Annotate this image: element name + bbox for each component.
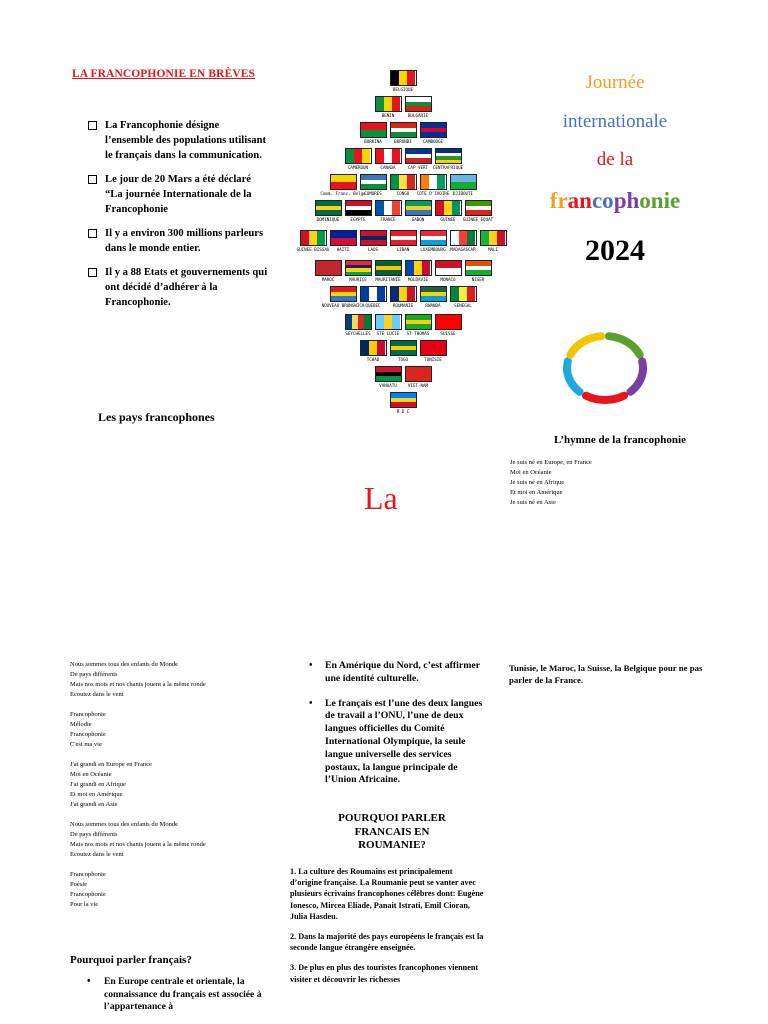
flag-item	[345, 200, 372, 222]
song-stanza	[70, 710, 280, 750]
flag-row	[290, 260, 516, 282]
flag-country-name: BURUNDI	[394, 139, 412, 144]
song-line: De pays différents	[70, 671, 118, 678]
flag-icon	[345, 148, 372, 164]
flag-country-name: BULGARIE	[407, 113, 429, 118]
flag-item	[345, 260, 372, 282]
flag-country-name: SEYCHELLES	[345, 331, 371, 336]
flag-icon	[390, 340, 417, 356]
title-word-segment: fr	[549, 188, 568, 213]
flag-country-name: NIGER	[471, 277, 485, 282]
flag-icon	[435, 148, 462, 164]
flag-item	[420, 340, 447, 362]
flag-country-name: TOGO	[397, 357, 409, 362]
song-line: Francophonie	[70, 711, 106, 718]
flag-item	[360, 122, 387, 144]
flag-icon	[405, 200, 432, 216]
francophone-flags-diamond	[290, 70, 516, 415]
flag-item	[420, 230, 447, 252]
bullet-icon: •	[309, 660, 313, 671]
flag-item	[360, 174, 387, 196]
flag-item	[375, 314, 402, 336]
flag-icon	[420, 174, 447, 190]
flag-icon	[330, 174, 357, 190]
countries-label: Les pays francophones	[98, 410, 215, 424]
fact-item	[88, 118, 268, 163]
fact-text: Il y a 88 Etats et gouvernements qui ont décidé d’adhérer à la Francophonie.	[105, 267, 268, 308]
flag-icon	[405, 314, 432, 330]
flag-country-name: GUINEE BISSAU	[296, 247, 330, 252]
flag-icon	[390, 230, 417, 246]
checkbox-bullet-icon	[88, 229, 97, 238]
logo-arc	[570, 336, 601, 355]
flag-country-name: CANADA	[380, 165, 396, 170]
song-line: Ecoutez dans le vent	[70, 691, 124, 698]
flag-icon	[375, 96, 402, 112]
romania-section-title: POURQUOI PARLER FRANCAIS EN ROUMANIE?	[338, 812, 446, 851]
fact-text: Il y a environ 300 millions parleurs dans le monde entier.	[105, 228, 264, 254]
title-line-internationale: internationale	[562, 111, 668, 132]
flag-icon	[390, 122, 417, 138]
flag-icon	[345, 314, 372, 330]
song-line: Mais nos mots et nos chants jouent à la même ronde	[70, 681, 206, 688]
flag-country-name: HAITI	[336, 247, 350, 252]
flag-country-name: STE LUCIE	[376, 331, 400, 336]
fact-item	[88, 172, 268, 217]
flag-country-name: SUISSE	[440, 331, 456, 336]
flag-country-name: RWANDA	[425, 303, 441, 308]
fact-item	[88, 226, 268, 256]
flag-item	[405, 314, 432, 336]
anthem-song-text	[70, 660, 280, 920]
flag-item	[432, 148, 464, 170]
song-line: Mais nos mots et nos chants jouent à la même ronde	[70, 841, 206, 848]
flag-item	[390, 122, 417, 144]
flag-country-name: MADAGASCAR	[450, 247, 476, 252]
flag-icon	[330, 230, 357, 246]
title-word-segment: an	[567, 188, 592, 213]
flag-item	[390, 340, 417, 362]
flag-country-name: BURKINA	[364, 139, 382, 144]
fact-item	[88, 265, 268, 310]
flag-icon	[315, 260, 342, 276]
facts-list	[88, 118, 268, 319]
flag-item	[375, 200, 402, 222]
flag-item	[405, 96, 432, 118]
flag-item	[405, 366, 432, 388]
flag-country-name: EGYPTE	[350, 217, 366, 222]
flag-icon	[375, 314, 402, 330]
flag-icon	[465, 260, 492, 276]
flag-icon	[465, 200, 492, 216]
flag-country-name: MALI	[487, 247, 499, 252]
flag-item	[345, 314, 372, 336]
flag-icon	[360, 230, 387, 246]
flag-country-name: NOUVEAU BRUNSWICK	[321, 303, 365, 308]
flag-icon	[345, 260, 372, 276]
flag-icon	[390, 70, 417, 86]
flag-item	[315, 200, 342, 222]
flag-icon	[360, 122, 387, 138]
romania-point: 3. De plus en plus des touristes francophones viennent visiter et découvrir les richesses	[290, 963, 479, 984]
flag-icon	[375, 366, 402, 382]
flag-icon	[360, 286, 387, 302]
section-title-brief: LA FRANCOPHONIE EN BRÈVES	[72, 68, 256, 80]
logo-arc	[586, 396, 624, 400]
flag-item	[315, 260, 342, 282]
flag-item	[435, 200, 462, 222]
title-word-segment: co	[591, 188, 614, 213]
song-line: C'est ma vie	[70, 741, 102, 748]
song-line: J'ai grandi en Europe en France	[70, 761, 152, 768]
flag-item	[375, 366, 402, 388]
song-line: Mélodie	[70, 721, 92, 728]
list-item-text: Le français est l’une des deux langues de travail a l’ONU, l’une de deux langues officielles du Comité International Olympique, la seule langue universelle des services postaux, la langue principale de l’Union Africaine.	[325, 697, 483, 786]
why-french-list	[84, 976, 269, 1014]
flag-icon	[360, 174, 387, 190]
flag-icon	[405, 96, 432, 112]
flag-country-name: CONGO	[396, 191, 410, 196]
flag-item	[390, 286, 417, 308]
song-line: Francophonie	[70, 871, 106, 878]
flag-item	[375, 260, 402, 282]
song-line: Nous sommes tous des enfants du Monde	[70, 661, 178, 668]
anthem-line: Je suis né en Asie	[510, 499, 556, 506]
song-line: Nous sommes tous des enfants du Monde	[70, 821, 178, 828]
logo-arc	[609, 336, 640, 355]
flag-country-name: TUNISIE	[424, 357, 442, 362]
flag-icon	[360, 340, 387, 356]
flag-row	[290, 200, 516, 222]
title-word-francophonie	[490, 188, 740, 214]
flag-item	[375, 96, 402, 118]
list-item	[84, 976, 269, 1014]
flag-country-name: BENIN	[381, 113, 395, 118]
flag-item	[390, 70, 417, 92]
flag-country-name: QUEBEC	[365, 303, 381, 308]
francophonie-logo-icon	[558, 326, 652, 410]
flag-country-name: BELGIQUE	[392, 87, 414, 92]
list-item	[307, 698, 487, 788]
flag-icon	[450, 286, 477, 302]
list-item-text: En Europe centrale et orientale, la connaissance du français est associée à l’appartenance à	[104, 976, 262, 1012]
flag-row	[290, 148, 516, 170]
flag-item	[420, 122, 447, 144]
flag-icon	[330, 286, 357, 302]
flag-country-name: FRANCE	[380, 217, 396, 222]
flag-country-name: MAURITANIE	[375, 277, 401, 282]
flag-item	[405, 260, 432, 282]
flag-country-name: CAMEROUN	[347, 165, 369, 170]
song-line: De pays différents	[70, 831, 118, 838]
flag-country-name: TCHAD	[366, 357, 380, 362]
song-stanza	[70, 870, 280, 910]
flag-item	[296, 230, 330, 252]
fact-text: La Francophonie désigne l’ensemble des populations utilisant le français dans la communication.	[105, 120, 266, 161]
list-item-text: En Amérique du Nord, c’est affirmer une identité culturelle.	[325, 660, 480, 684]
flag-icon	[390, 286, 417, 302]
flag-row	[290, 366, 516, 388]
song-line: Pour la vie	[70, 901, 99, 908]
flag-item	[330, 230, 357, 252]
logo-arc	[567, 361, 580, 391]
flag-item	[345, 148, 372, 170]
flag-row	[290, 174, 516, 196]
flag-row	[290, 96, 516, 118]
anthem-line: Moi en Océanie	[510, 469, 552, 476]
flag-icon	[375, 260, 402, 276]
song-stanza	[70, 660, 280, 700]
flag-country-name: GUINEE	[440, 217, 456, 222]
flag-row	[290, 286, 516, 308]
bullet-icon: •	[309, 697, 313, 709]
flag-icon	[405, 260, 432, 276]
song-line: Poésie	[70, 881, 87, 888]
flag-icon	[405, 148, 432, 164]
flag-country-name: CAMBODGE	[422, 139, 444, 144]
title-year: 2024	[585, 234, 645, 267]
flag-item	[435, 314, 462, 336]
flag-country-name: CENTRAFRIQUE	[432, 165, 464, 170]
flag-item	[390, 230, 417, 252]
flag-row	[290, 122, 516, 144]
flag-icon	[300, 230, 327, 246]
flag-item	[321, 286, 365, 308]
flag-country-name: GABON	[411, 217, 425, 222]
flag-row	[290, 230, 516, 252]
anthem-line: Et moi en Amérique	[510, 489, 563, 496]
fact-text: Le jour de 20 Mars a été déclaré “La journée Internationale de la Francophonie	[105, 174, 252, 215]
flag-item	[360, 230, 387, 252]
flag-item	[450, 174, 477, 196]
flag-item	[360, 286, 387, 308]
flag-row	[290, 340, 516, 362]
flag-item	[320, 174, 366, 196]
continued-text: Tunisie, le Maroc, la Suisse, la Belgique pour ne pas parler de la France.	[509, 663, 703, 685]
flag-country-name: ST THOMAS	[406, 331, 430, 336]
flag-icon	[390, 174, 417, 190]
flag-icon	[420, 340, 447, 356]
bullet-icon: •	[87, 976, 91, 987]
checkbox-bullet-icon	[88, 175, 97, 184]
flag-item	[405, 148, 432, 170]
checkbox-bullet-icon	[88, 268, 97, 277]
anthem-line: Je suis né en Afrique	[510, 479, 565, 486]
flag-country-name: DJIBOUTI	[452, 191, 474, 196]
flag-country-name: GUINEE EQUAT	[462, 217, 494, 222]
flag-country-name: R D C	[396, 409, 410, 414]
song-stanza	[70, 760, 280, 810]
flag-row	[290, 392, 516, 414]
title-word-segment: ie	[663, 188, 681, 213]
flag-item	[450, 230, 477, 252]
song-line: J'ai grandi en Asie	[70, 801, 118, 808]
flag-country-name: COTE D'IVOIRE	[416, 191, 450, 196]
flag-country-name: CAP VERT	[407, 165, 429, 170]
flag-icon	[390, 392, 417, 408]
flag-country-name: MONACO	[440, 277, 456, 282]
reasons-list	[307, 660, 487, 799]
flag-country-name: LAOS	[367, 247, 379, 252]
flag-icon	[405, 366, 432, 382]
flag-icon	[345, 200, 372, 216]
flag-row	[290, 314, 516, 336]
flag-icon	[450, 230, 477, 246]
flag-item	[405, 200, 432, 222]
anthem-title: L’hymne de la francophonie	[554, 434, 686, 446]
flag-country-name: ROUMANIE	[392, 303, 414, 308]
flag-country-name: MAROC	[321, 277, 335, 282]
flag-item	[435, 260, 462, 282]
flag-icon	[435, 314, 462, 330]
flag-item	[390, 174, 417, 196]
flag-item	[375, 148, 402, 170]
flag-item	[360, 340, 387, 362]
romania-point: 1. La culture des Roumains est principalement d’origine française. La Roumanie peut se vanter avec plusieurs écrivains francophones célèbres dont: Eugène Ionesco, Mircea Eliade, Panait Istrati, Emil Cioran, Julia Hasdeu.	[290, 867, 484, 921]
song-line: Ecoutez dans le vent	[70, 851, 124, 858]
flag-icon	[315, 200, 342, 216]
big-la-text: La	[364, 480, 398, 516]
flag-country-name: LIBAN	[396, 247, 410, 252]
anthem-line: Je suis né en Europe, en France	[510, 459, 592, 466]
flag-country-name: VIET-NAM	[407, 383, 429, 388]
flag-icon	[435, 200, 462, 216]
flag-icon	[420, 122, 447, 138]
flag-row	[290, 70, 516, 92]
title-word-segment: on	[639, 188, 664, 213]
flag-country-name: Comm. Franc. Belge	[320, 191, 366, 196]
flag-icon	[435, 260, 462, 276]
anthem-lines	[510, 458, 710, 508]
romania-point: 2. Dans la majorité des pays européens le français est la seconde langue étrangère enseignée.	[290, 932, 484, 953]
flag-country-name: MAURICE	[349, 277, 367, 282]
logo-arc	[630, 361, 643, 391]
why-french-title: Pourquoi parler français?	[70, 954, 192, 966]
flag-item	[420, 286, 447, 308]
romania-points	[290, 866, 484, 994]
flag-country-name: VANUATU	[379, 383, 397, 388]
flag-country-name: MOLDAVIE	[407, 277, 429, 282]
flag-country-name: COMORES	[364, 191, 382, 196]
flag-country-name: SENEGAL	[454, 303, 472, 308]
flag-item	[416, 174, 450, 196]
flag-icon	[375, 200, 402, 216]
title-line-journee: Journée	[585, 72, 645, 93]
flag-icon	[420, 286, 447, 302]
flag-item	[390, 392, 417, 414]
flag-country-name: LUXEMBOURG	[420, 247, 446, 252]
song-line: Francophonie	[70, 731, 106, 738]
song-line: Moi en Océanie	[70, 771, 112, 778]
flag-country-name: DOMINIQUE	[316, 217, 340, 222]
song-line: Et moi en Amérique	[70, 791, 123, 798]
flag-icon	[375, 148, 402, 164]
song-stanza	[70, 820, 280, 860]
list-item	[307, 660, 487, 686]
flag-icon	[420, 230, 447, 246]
song-line: Francophonie	[70, 891, 106, 898]
song-line: J'ai grandi en Afrique	[70, 781, 126, 788]
flag-icon	[450, 174, 477, 190]
flag-item	[450, 286, 477, 308]
checkbox-bullet-icon	[88, 121, 97, 130]
flag-item	[465, 260, 492, 282]
title-word-segment: ph	[613, 188, 640, 213]
flag-item	[462, 200, 494, 222]
title-line-de-la: de la	[596, 149, 634, 170]
